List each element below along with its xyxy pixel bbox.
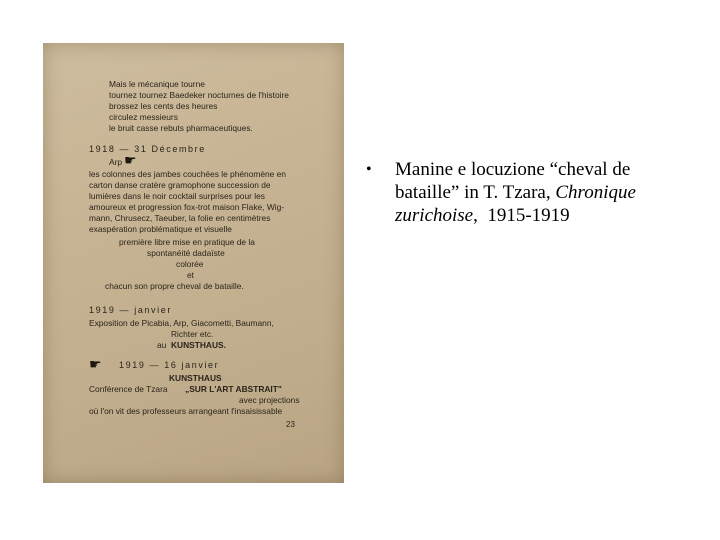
stanza-line: circulez messieurs (109, 112, 178, 122)
body-line: carton danse cratère gramophone succession de (89, 180, 271, 190)
stanza-line: tournez tournez Baedeker nocturnes de l'histoire (109, 90, 289, 100)
caption-text: Manine e locuzione “cheval de bataille” in T. Tzara, (395, 159, 636, 203)
date-heading: 1919 — janvier (89, 305, 172, 315)
bullet-body (395, 158, 666, 227)
date-heading: 1918 — 31 Décembre (89, 144, 206, 154)
stanza-line: brossez les cents des heures (109, 101, 218, 111)
centered-line: première libre mise en pratique de la (119, 237, 255, 247)
stanza-line: le bruit casse rebuts pharmaceutiques. (109, 123, 253, 133)
scanned-book-page (43, 43, 344, 483)
date-heading: 1919 — 16 janvier (119, 360, 220, 370)
body-line: les colonnes des jambes couchées le phénomène en (89, 169, 286, 179)
bullet-icon: • (366, 161, 372, 178)
body-line: où l'on vit des professeurs arrangeant l'insaisissable (89, 406, 283, 416)
caption-years: , 1915-1919 (473, 205, 570, 226)
slide-bullet-text (366, 158, 666, 227)
artist-name: Arp (109, 157, 123, 167)
stanza-line: Mais le mécanique tourne (109, 79, 205, 89)
centered-line: colorée (176, 259, 204, 269)
conference-prefix: Conférence de Tzara (89, 384, 168, 394)
body-line: Exposition de Picabia, Arp, Giacometti, Baumann, (89, 318, 274, 328)
centered-line: chacun son propre cheval de bataille. (105, 281, 244, 291)
body-line: Richter etc. (171, 329, 214, 339)
body-line: lumières dans le noir cocktail surprises pour les (89, 191, 265, 201)
venue-prefix: au (157, 340, 167, 350)
body-line: avec projections (239, 395, 300, 405)
venue-name: KUNSTHAUS (169, 373, 222, 383)
page-number: 23 (286, 420, 295, 429)
body-line: amoureux et progression fox-trot maison Flake, Wig- (89, 202, 285, 212)
body-line: mann, Chrusecz, Taeuber, la folie en centimètres (89, 213, 271, 223)
conference-title: „SUR L'ART ABSTRAIT" (185, 384, 282, 394)
venue-name: KUNSTHAUS. (171, 340, 226, 350)
body-line: exaspération problématique et visuelle (89, 224, 232, 234)
pointing-hand-icon: ☛ (124, 153, 137, 169)
centered-line: spontanéité dadaïste (147, 248, 225, 258)
caption-title-italic: Chronique zurichoise (395, 182, 641, 226)
pointing-hand-icon: ☛ (89, 357, 102, 373)
centered-line: et (187, 270, 194, 280)
